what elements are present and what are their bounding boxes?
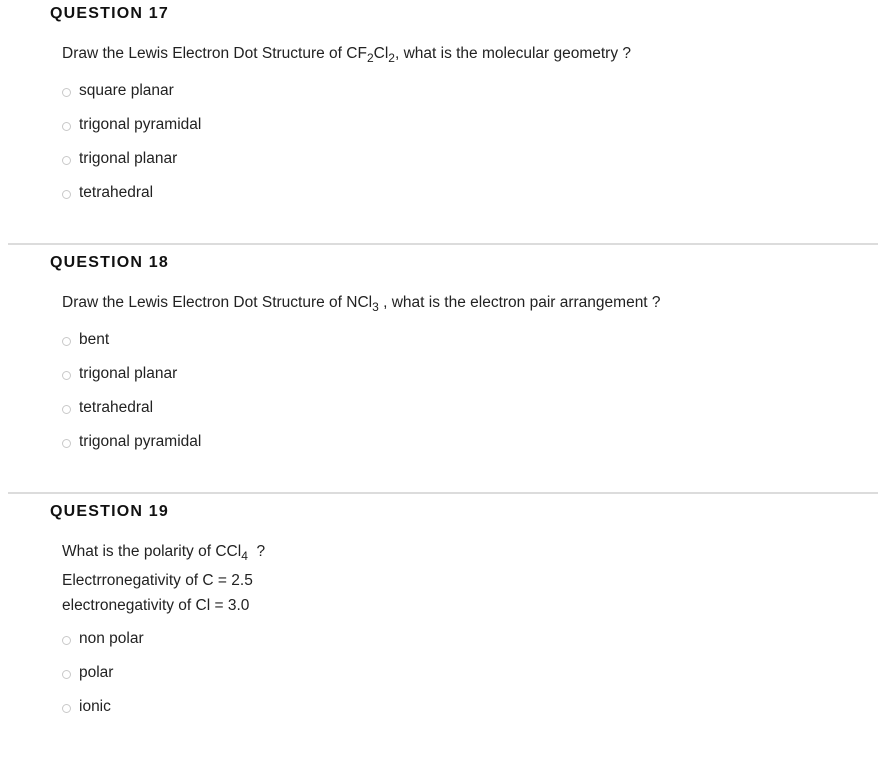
option-label: bent bbox=[79, 331, 110, 348]
radio-button[interactable] bbox=[62, 670, 71, 679]
question-17-title: QUESTION 17 bbox=[50, 5, 170, 22]
radio-button[interactable] bbox=[62, 405, 71, 414]
question-19-electronegativity-c: Electrronegativity of C = 2.5 bbox=[62, 572, 253, 589]
q18-option-trigonal-planar[interactable] bbox=[62, 365, 177, 383]
option-label: trigonal planar bbox=[79, 150, 178, 167]
q19-option-non-polar[interactable] bbox=[62, 630, 144, 648]
option-label: trigonal pyramidal bbox=[79, 433, 202, 450]
subscript: 2 bbox=[388, 51, 395, 65]
subscript: 4 bbox=[241, 549, 248, 563]
q17-option-trigonal-planar[interactable] bbox=[62, 150, 177, 168]
prompt-text: Draw the Lewis Electron Dot Structure of NCl bbox=[62, 294, 373, 311]
radio-button[interactable] bbox=[62, 371, 71, 380]
radio-button[interactable] bbox=[62, 439, 71, 448]
prompt-text: ? bbox=[247, 543, 266, 560]
q18-option-trigonal-pyramidal[interactable] bbox=[62, 433, 201, 451]
question-17-prompt bbox=[62, 45, 631, 63]
question-18-prompt bbox=[62, 294, 661, 312]
q18-option-bent[interactable] bbox=[62, 331, 109, 349]
radio-button[interactable] bbox=[62, 122, 71, 131]
q18-option-tetrahedral[interactable] bbox=[62, 399, 153, 417]
prompt-text: Cl bbox=[373, 45, 389, 62]
question-19-electronegativity-cl: electronegativity of Cl = 3.0 bbox=[62, 597, 250, 614]
q17-option-tetrahedral[interactable] bbox=[62, 184, 153, 202]
option-label: trigonal planar bbox=[79, 365, 178, 382]
q19-option-ionic[interactable] bbox=[62, 698, 111, 716]
q17-option-trigonal-pyramidal[interactable] bbox=[62, 116, 201, 134]
question-19-title: QUESTION 19 bbox=[50, 503, 170, 520]
prompt-text: , what is the electron pair arrangement ? bbox=[378, 294, 661, 311]
radio-button[interactable] bbox=[62, 190, 71, 199]
prompt-text: Draw the Lewis Electron Dot Structure of CF bbox=[62, 45, 367, 62]
option-label: ionic bbox=[79, 698, 111, 715]
option-label: polar bbox=[79, 664, 114, 681]
radio-button[interactable] bbox=[62, 156, 71, 165]
question-19-prompt bbox=[62, 543, 265, 561]
q17-option-square-planar[interactable] bbox=[62, 82, 174, 100]
radio-button[interactable] bbox=[62, 704, 71, 713]
option-label: trigonal pyramidal bbox=[79, 116, 202, 133]
prompt-text: What is the polarity of CCl bbox=[62, 543, 242, 560]
radio-button[interactable] bbox=[62, 88, 71, 97]
section-divider bbox=[8, 492, 878, 494]
option-label: tetrahedral bbox=[79, 184, 154, 201]
option-label: square planar bbox=[79, 82, 174, 99]
question-18-title: QUESTION 18 bbox=[50, 254, 170, 271]
option-label: non polar bbox=[79, 630, 144, 647]
subscript: 3 bbox=[372, 300, 379, 314]
radio-button[interactable] bbox=[62, 337, 71, 346]
option-label: tetrahedral bbox=[79, 399, 154, 416]
q19-option-polar[interactable] bbox=[62, 664, 113, 682]
prompt-text: , what is the molecular geometry ? bbox=[394, 45, 632, 62]
radio-button[interactable] bbox=[62, 636, 71, 645]
subscript: 2 bbox=[366, 51, 374, 65]
section-divider bbox=[8, 243, 878, 245]
